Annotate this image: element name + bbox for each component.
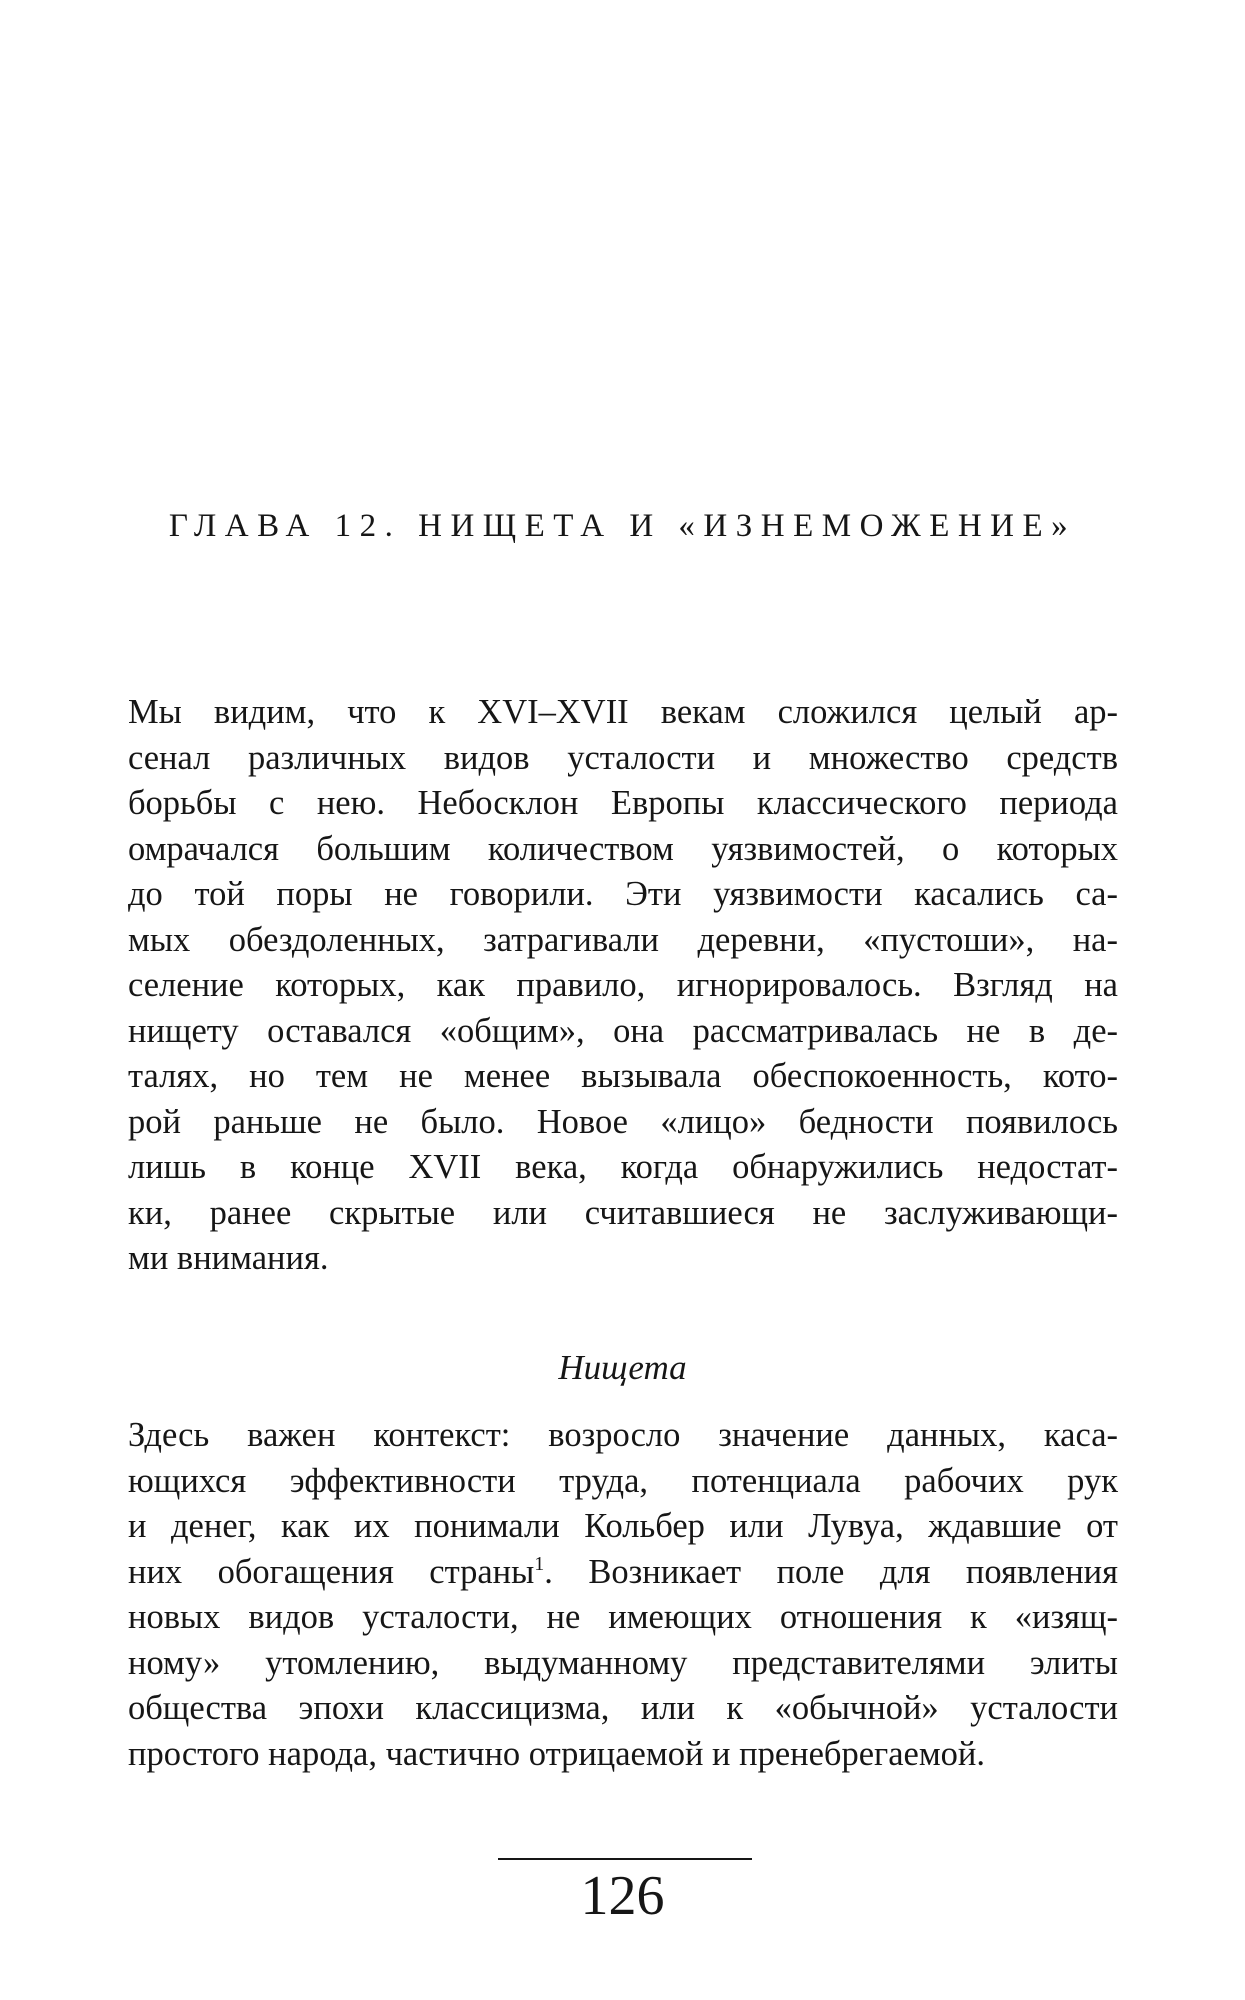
text-line: селение которых, как правило, игнорировалось. Взгляд на: [128, 966, 1118, 1004]
text-line: до той поры не говорили. Эти уязвимости касались са-: [128, 875, 1118, 913]
text-line: Мы видим, что к XVI–XVII векам сложился целый ар-: [128, 693, 1118, 731]
text-line: общества эпохи классицизма, или к «обычной» усталости: [128, 1689, 1118, 1727]
intro-paragraph: [128, 690, 1118, 1282]
text-line-with-footnote: [128, 1550, 1118, 1596]
text-line: мых обездоленных, затрагивали деревни, «пустоши», на-: [128, 920, 1118, 959]
section-paragraph: [128, 1413, 1118, 1777]
text-fragment: . Возникает поле для появления: [544, 1552, 1118, 1591]
text-line: и денег, как их понимали Кольбер или Лувуа, ждавшие от: [128, 1507, 1118, 1545]
text-line: ки, ранее скрытые или считавшиеся не заслуживающи-: [128, 1193, 1118, 1232]
text-line: ми внимания.: [128, 1239, 329, 1277]
text-line: простого народа, частично отрицаемой и пренебрегаемой.: [128, 1734, 985, 1773]
text-line: борьбы с нею. Небосклон Европы классического периода: [128, 784, 1118, 822]
text-line: Здесь важен контекст: возросло значение данных, каса-: [128, 1416, 1118, 1454]
text-line: лишь в конце XVII века, когда обнаружились недостат-: [128, 1148, 1118, 1186]
text-line: нищету оставался «общим», она рассматривалась не в де-: [128, 1011, 1118, 1050]
text-line: ному» утомлению, выдуманному представителями элиты: [128, 1643, 1118, 1682]
text-line: омрачался большим количеством уязвимостей, о которых: [128, 829, 1118, 868]
footer-rule: [498, 1858, 752, 1860]
text-line: сенал различных видов усталости и множество средств: [128, 738, 1118, 777]
text-line: талях, но тем не менее вызывала обеспокоенность, кото-: [128, 1057, 1118, 1095]
text-line: новых видов усталости, не имеющих отношения к «изящ-: [128, 1598, 1118, 1636]
section-heading: Нищета: [558, 1348, 687, 1387]
text-fragment: них обогащения страны: [128, 1552, 535, 1591]
page-number: 126: [580, 1865, 665, 1927]
text-line: ющихся эффективности труда, потенциала рабочих рук: [128, 1461, 1118, 1500]
footnote-marker[interactable]: 1: [534, 1552, 545, 1575]
chapter-title: ГЛАВА 12. НИЩЕТА И «ИЗНЕМОЖЕНИЕ»: [168, 508, 1077, 544]
text-line: рой раньше не было. Новое «лицо» бедности появилось: [128, 1102, 1118, 1141]
